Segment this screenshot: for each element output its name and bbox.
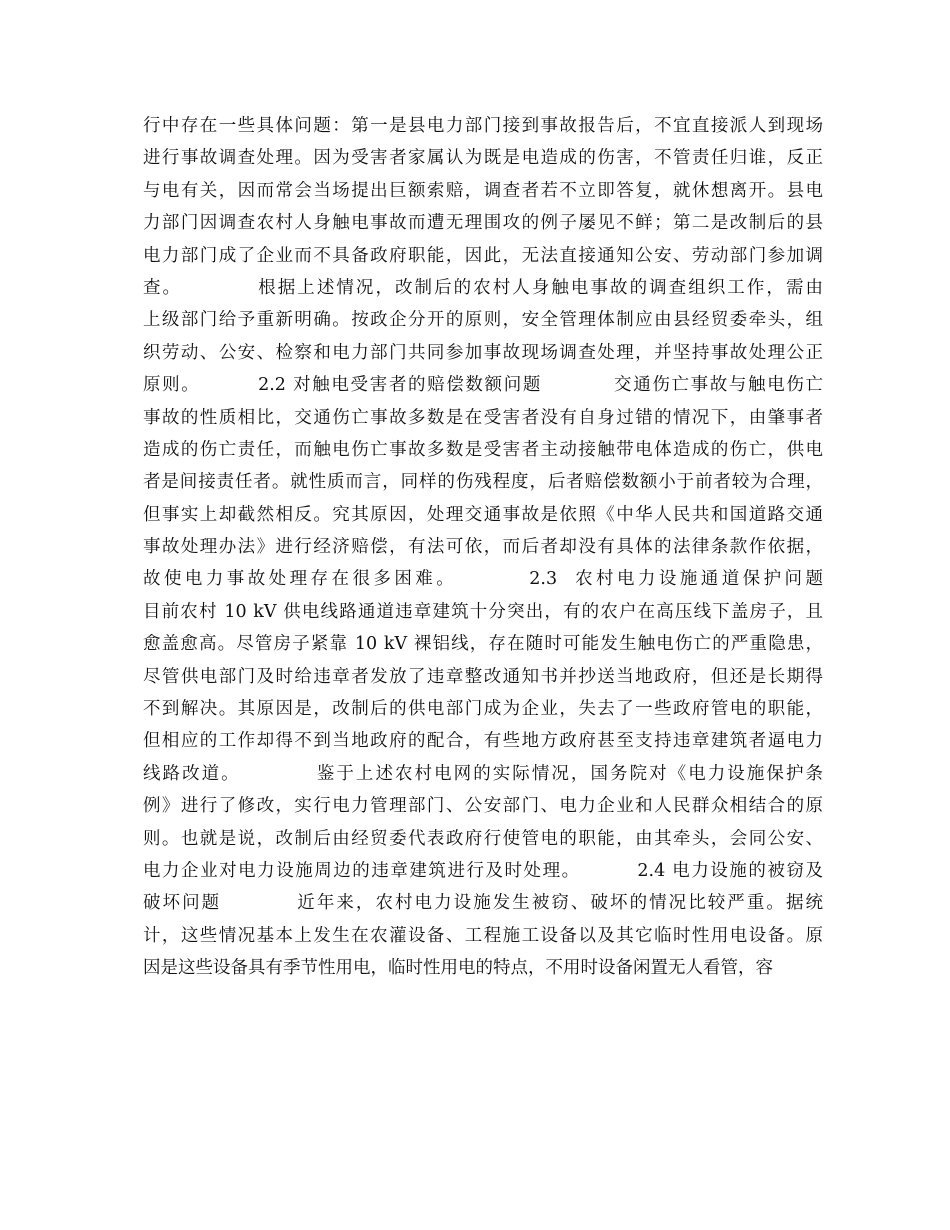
text-line: 原则。 2.2 对触电受害者的赔偿数额问题 交通伤亡事故与触电伤亡 [143, 375, 823, 396]
text-line: 因是这些设备具有季节性用电，临时性用电的特点，不用时设备闲置无人看管，容 [143, 958, 773, 979]
text-line: 者是间接责任者。就性质而言，同样的伤残程度，后者赔偿数额小于前者较为合理， [143, 472, 823, 493]
text-line: 目前农村 10 kV 供电线路通道违章建筑十分突出，有的农户在高压线下盖房子，且 [143, 601, 823, 622]
text-line: 进行事故调查处理。因为受害者家属认为既是电造成的伤害，不管责任归谁，反正 [143, 148, 823, 169]
text-line: 力部门因调查农村人身触电事故而遭无理围攻的例子屡见不鲜；第二是改制后的县 [143, 213, 823, 234]
text-line: 电力部门成了企业而不具备政府职能，因此，无法直接通知公安、劳动部门参加调 [143, 245, 823, 266]
text-line: 查。 根据上述情况，改制后的农村人身触电事故的调查组织工作，需由 [143, 277, 823, 298]
text-line: 造成的伤亡责任，而触电伤亡事故多数是受害者主动接触带电体造成的伤亡，供电 [143, 439, 823, 460]
text-line: 上级部门给予重新明确。按政企分开的原则，安全管理体制应由县经贸委牵头，组 [143, 310, 823, 331]
text-line: 线路改道。 鉴于上述农村电网的实际情况，国务院对《电力设施保护条 [143, 763, 823, 784]
text-line: 计，这些情况基本上发生在农灌设备、工程施工设备以及其它临时性用电设备。原 [143, 925, 823, 946]
text-line: 但相应的工作却得不到当地政府的配合，有些地方政府甚至支持违章建筑者逼电力 [143, 731, 823, 752]
text-line: 则。也就是说，改制后由经贸委代表政府行使管电的职能，由其牵头，会同公安、 [143, 828, 823, 849]
text-line: 事故的性质相比，交通伤亡事故多数是在受害者没有自身过错的情况下，由肇事者 [143, 407, 823, 428]
text-line: 愈盖愈高。尽管房子紧靠 10 kV 裸铝线，存在随时可能发生触电伤亡的严重隐患， [143, 634, 823, 655]
text-line: 织劳动、公安、检察和电力部门共同参加事故现场调查处理，并坚持事故处理公正 [143, 342, 823, 363]
text-line: 电力企业对电力设施周边的违章建筑进行及时处理。 2.4 电力设施的被窃及 [143, 860, 823, 881]
text-line: 故使电力事故处理存在很多困难。 2.3 农村电力设施通道保护问题 [143, 569, 823, 590]
text-line: 但事实上却截然相反。究其原因，处理交通事故是依照《中华人民共和国道路交通 [143, 504, 823, 525]
text-line: 与电有关，因而常会当场提出巨额索赔，调查者若不立即答复，就休想离开。县电 [143, 180, 823, 201]
text-line: 行中存在一些具体问题：第一是县电力部门接到事故报告后，不宜直接派人到现场 [143, 116, 823, 136]
text-line: 事故处理办法》进行经济赔偿，有法可依，而后者却没有具体的法律条款作依据， [143, 537, 823, 558]
text-line: 不到解决。其原因是，改制后的供电部门成为企业，失去了一些政府管电的职能， [143, 699, 823, 720]
body-text [143, 110, 823, 985]
text-line: 例》进行了修改，实行电力管理部门、公安部门、电力企业和人民群众相结合的原 [143, 796, 823, 817]
text-line: 破坏问题 近年来，农村电力设施发生被窃、破坏的情况比较严重。据统 [143, 893, 823, 914]
text-line: 尽管供电部门及时给违章者发放了违章整改通知书并抄送当地政府，但还是长期得 [143, 666, 823, 687]
